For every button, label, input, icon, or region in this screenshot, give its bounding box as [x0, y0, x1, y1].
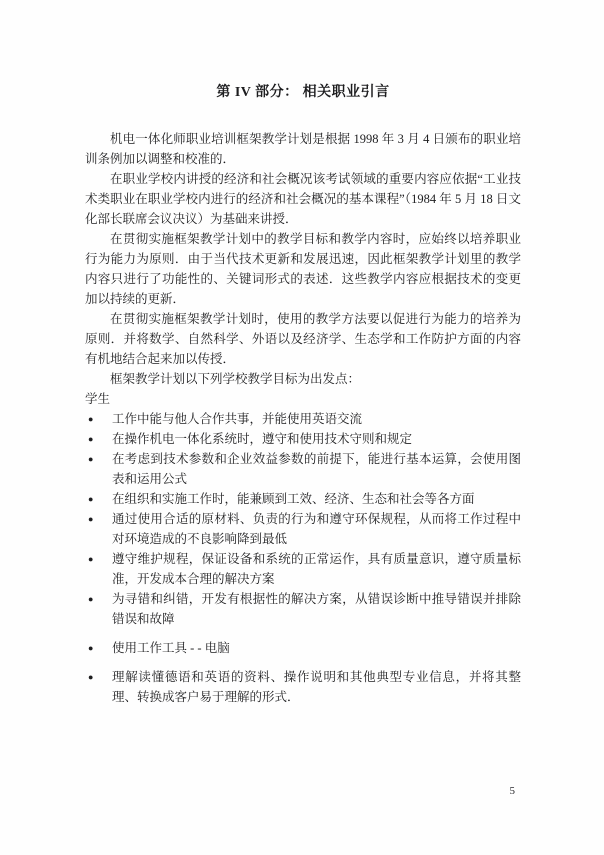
bullet-text: 在考虑到技术参数和企业效益参数的前提下，能进行基本运算，会使用图表和运用公式: [112, 452, 521, 486]
bullet-icon: ●: [88, 494, 94, 504]
list-item: [85, 409, 521, 429]
bullet-text: 使用工作工具 - - 电脑: [112, 641, 230, 655]
bullet-icon: ●: [88, 414, 94, 424]
paragraph: 在职业学校内讲授的经济和社会概况该考试领域的重要内容应依据“工业技术类职业在职业学校内进行的经济和社会概况的基本课程”（1984 年 5 月 18 日文化部长联席会议决议）为基础来讲授．: [85, 172, 521, 226]
bullet-text: 在组织和实施工作时，能兼顾到工效、经济、生态和社会等各方面: [112, 492, 475, 506]
list-item: [85, 589, 521, 629]
list-item: [85, 429, 521, 449]
bullet-text: 理解读懂德语和英语的资料、操作说明和其他典型专业信息，并将其整理、转换成客户易于理解的形式．: [112, 670, 521, 704]
paragraph: 框架教学计划以下列学校教学目标为出发点：: [110, 372, 361, 386]
bullet-icon: ●: [88, 672, 94, 682]
bullet-icon: ●: [88, 643, 94, 653]
list-item: [85, 449, 521, 489]
list-label: 学生: [85, 392, 111, 406]
bullet-icon: ●: [88, 554, 94, 564]
page-number: 5: [509, 785, 515, 797]
bullet-text: 为寻错和纠错，开发有根据性的解决方案，从错误诊断中推导错误并排除错误和故障: [112, 592, 521, 626]
bullet-text: 通过使用合适的原材料、负责的行为和遵守环保规程，从而将工作过程中对环境造成的不良影响降到最低: [112, 512, 521, 546]
bullet-icon: ●: [88, 434, 94, 444]
paragraph: 在贯彻实施框架教学计划中的教学目标和教学内容时，应始终以培养职业行为能力为原则．由于当代技术更新和发展迅速，因此框架教学计划里的教学内容只进行了功能性的、关键词形式的表述．这些教学内容应根据技术的变更加以持续的更新．: [85, 232, 521, 306]
bullet-text: 工作中能与他人合作共事，并能使用英语交流: [112, 412, 363, 426]
paragraph-block: [85, 129, 521, 389]
bullet-list: [85, 409, 521, 707]
page-content: [85, 82, 521, 707]
bullet-text: 在操作机电一体化系统时，遵守和使用技术守则和规定: [112, 432, 413, 446]
list-item: [85, 509, 521, 549]
paragraph: 机电一体化师职业培训框架教学计划是根据 1998 年 3 月 4 日颁布的职业培训条例加以调整和校准的．: [85, 132, 521, 166]
bullet-icon: ●: [88, 514, 94, 524]
list-item: [85, 489, 521, 509]
list-item: [85, 549, 521, 589]
bullet-icon: ●: [88, 454, 94, 464]
bullet-icon: ●: [88, 594, 94, 604]
bullet-text: 遵守维护规程，保证设备和系统的正常运作，具有质量意识，遵守质量标准，开发成本合理的解决方案: [112, 552, 521, 586]
paragraph: 在贯彻实施框架教学计划时，使用的教学方法要以促进行为能力的培养为原则．并将数学、自然科学、外语以及经济学、生态学和工作防护方面的内容有机地结合起来加以传授．: [85, 312, 521, 366]
page-title: 第 IV 部分： 相关职业引言: [216, 85, 390, 100]
list-item: [85, 667, 521, 707]
list-item: [85, 638, 521, 658]
